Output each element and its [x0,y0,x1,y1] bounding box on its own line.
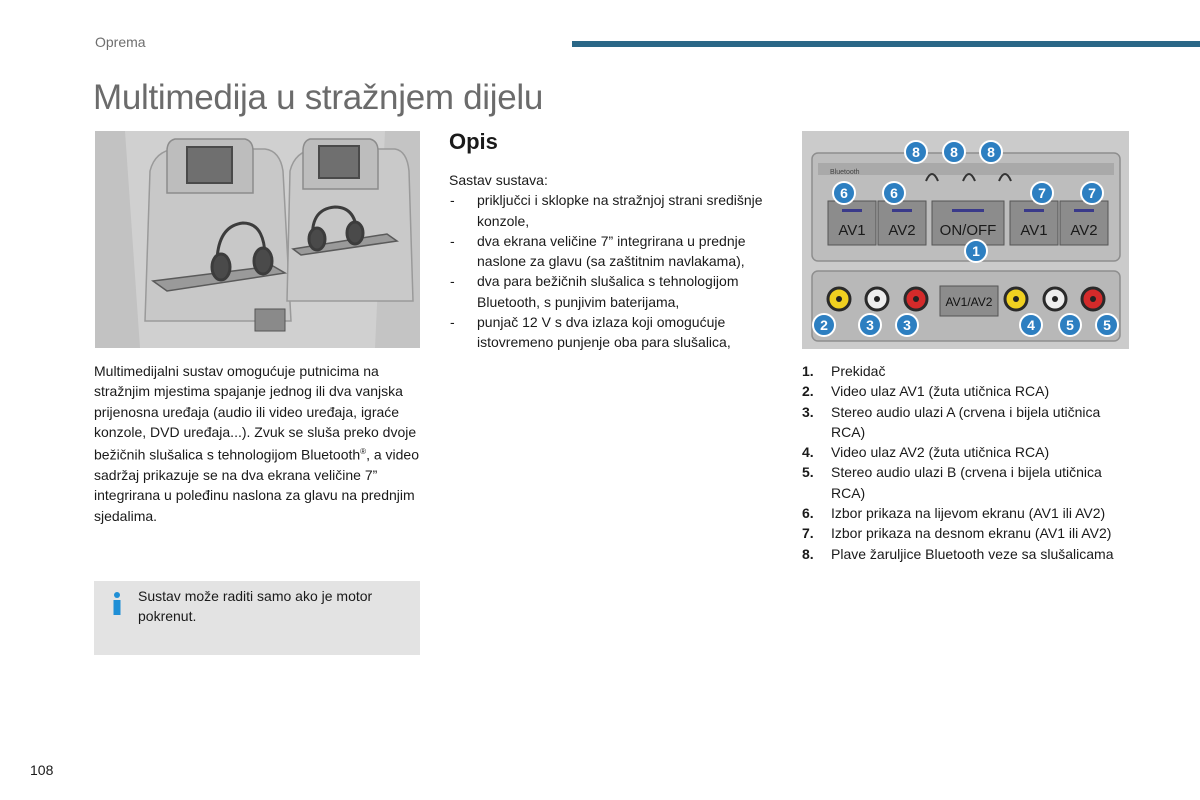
legend-text: Izbor prikaza na lijevom ekranu (AV1 ili AV2) [831,505,1106,522]
callout-5 [1059,314,1081,336]
callout-5 [1096,314,1118,336]
svg-text:6: 6 [890,185,898,201]
intro-text-end: , a video sadržaj prikazuje se na dva ekrana veličine 7” integrirana u poleđinu naslona za glavu na prednjim sjedalima. [94,446,420,524]
legend-text: Stereo audio ulazi B (crvena i bijela utičnica RCA) [831,464,1102,501]
svg-text:3: 3 [903,317,911,333]
info-icon [110,591,124,617]
legend-item [802,381,1132,401]
svg-text:5: 5 [1103,317,1111,333]
button-av2-right: AV2 [1070,222,1098,239]
legend-item [802,544,1132,564]
legend-number: 4. [802,444,814,461]
callout-7 [1081,182,1103,204]
section-label: Oprema [95,34,146,50]
list-item: - dva para bežičnih slušalica s tehnologijom Bluetooth, s punjivim baterijama, [449,271,789,312]
legend-number: 2. [802,383,814,400]
legend-item [802,402,1132,443]
list-item: - punjač 12 V s dva izlaza koji omogućuje istovremeno punjenje oba para slušalica, [449,312,789,353]
svg-text:2: 2 [820,317,828,333]
legend-number: 8. [802,545,814,562]
callout-6 [833,182,855,204]
button-av2-left: AV2 [888,222,916,239]
callout-8 [905,141,927,163]
legend-number: 3. [802,403,814,420]
svg-text:7: 7 [1088,185,1096,201]
legend-item [802,503,1132,523]
legend-number: 5. [802,464,814,481]
svg-text:8: 8 [912,144,920,160]
svg-text:6: 6 [840,185,848,201]
header-rule [572,41,1200,47]
legend-item [802,442,1132,462]
svg-text:3: 3 [866,317,874,333]
page-title: Multimedija u stražnjem dijelu [93,78,544,117]
callout-8 [943,141,965,163]
page-number: 108 [30,762,54,778]
legend-item [802,361,1132,381]
legend-text: Video ulaz AV2 (žuta utičnica RCA) [831,444,1050,461]
legend-text: Prekidač [831,363,886,379]
system-description [449,170,789,353]
list-item: - priključci i sklopke na stražnjoj strani središnje konzole, [449,190,789,231]
legend-text: Stereo audio ulazi A (crvena i bijela utičnica RCA) [831,403,1101,440]
list-item: - dva ekrana veličine 7” integrirana u prednje naslone za glavu (sa zaštitnim navlakama), [449,231,789,272]
svg-text:1: 1 [972,243,980,259]
callout-1 [965,240,987,262]
info-note-text: Sustav može raditi samo ako je motor pokrenut. [138,588,373,625]
svg-text:5: 5 [1066,317,1074,333]
callout-7 [1031,182,1053,204]
callout-3 [859,314,881,336]
legend-item [802,523,1132,543]
legend-number: 6. [802,505,814,522]
button-on-off: ON/OFF [939,222,997,239]
intro-paragraph [94,361,426,526]
svg-text:8: 8 [950,144,958,160]
registered-mark: ® [360,447,367,457]
description-lead: Sastav sustava: [449,172,548,188]
av-switch-label: AV1/AV2 [945,295,993,309]
svg-text:8: 8 [987,144,995,160]
svg-text:4: 4 [1027,317,1035,333]
bluetooth-text: Bluetooth [830,169,860,176]
section-heading-opis: Opis [449,129,498,154]
rear-seats-illustration [95,131,420,348]
intro-text: Multimedijalni sustav omogućuje putnicima na stražnjim mjestima spajanje jednog ili dva vanjska prijenosna uređaja (audio ili video uređaja, igraće konzole, DVD uređaja...). Zvuk se sluša preko dvoje bežičnih slušalica s tehnologijom Bluetooth [94,363,417,463]
legend-number: 1. [802,363,814,379]
callout-4 [1020,314,1042,336]
legend-number: 7. [802,525,814,542]
button-av1-right: AV1 [1020,222,1048,239]
callout-6 [883,182,905,204]
right-seat-screen-icon [319,146,359,178]
button-av1-left: AV1 [838,222,866,239]
legend-text: Video ulaz AV1 (žuta utičnica RCA) [831,383,1050,400]
legend-item [802,462,1132,503]
svg-text:7: 7 [1038,185,1046,201]
left-seat-screen-icon [187,147,232,183]
callout-2 [813,314,835,336]
info-note-box [94,581,420,655]
panel-legend [802,361,1132,564]
callout-8 [980,141,1002,163]
callout-3 [896,314,918,336]
legend-text: Plave žaruljice Bluetooth veze sa slušalicama [831,545,1114,562]
control-panel-illustration [802,131,1129,349]
legend-text: Izbor prikaza na desnom ekranu (AV1 ili AV2) [831,525,1112,542]
